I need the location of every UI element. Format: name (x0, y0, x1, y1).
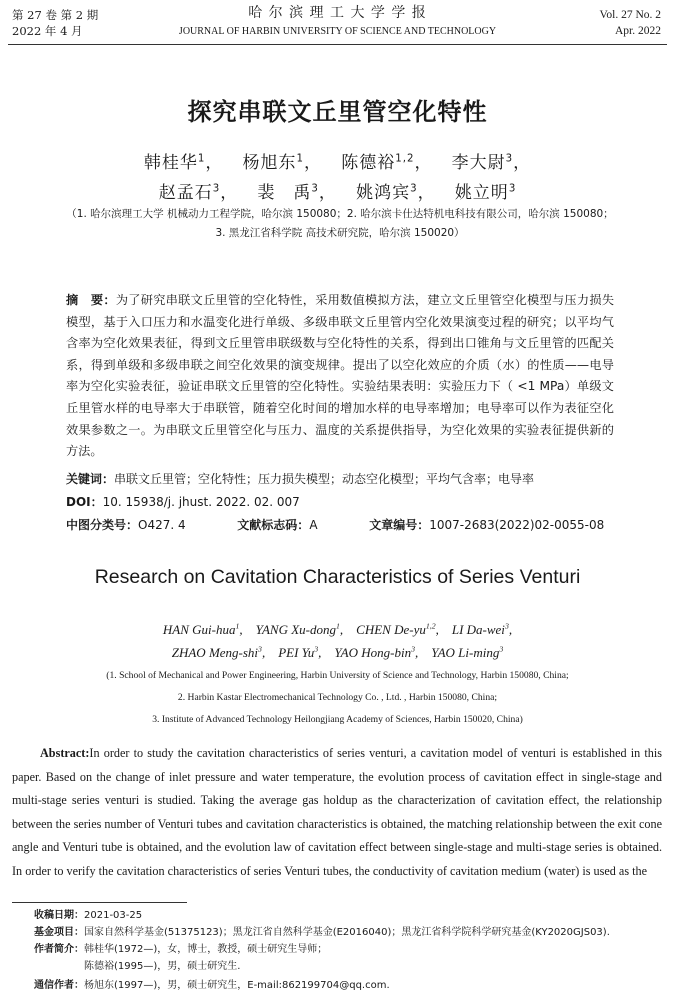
header-vol-en: Vol. 27 No. 2 (599, 9, 661, 21)
affiliation-en-line: 3. Institute of Advanced Technology Heilongjiang Academy of Sciences, Harbin 150020, China) (152, 714, 523, 725)
affiliation-en-line: 2. Harbin Kastar Electromechanical Technology Co. , Ltd. , Harbin 150080, China; (177, 692, 498, 703)
abstract-cn-label: 摘 要： (66, 293, 116, 307)
author-cn: 李大尉$^3$ (451, 153, 514, 173)
affiliation-en-line: (1. School of Mechanical and Power Engineering, Harbin University of Science and Technology, Harbin 150080, China; (106, 670, 569, 681)
author-en: PEI Yu$^3$ (278, 644, 319, 660)
paper-title-en: Research on Cavitation Characteristics of Series Venturi (94, 566, 581, 588)
doi-label: DOI： (66, 495, 103, 509)
author-en: ZHAO Meng-shi$^3$ (171, 644, 262, 660)
author-cn: 姚鸿宾$^3$ (356, 183, 418, 203)
doi-link[interactable]: 10. 15938/j. jhust. 2022. 02. 007 (102, 495, 300, 509)
abstract-cn-text: 为了研究串联文丘里管的空化特性，采用数值模拟方法，建立文丘里管空化模型与压力损失模型，基于入口压力和水温变化进行单级、多级串联文丘里管内空化效果演变过程的研究；以平均气含率为空化效果表征，得到文丘里管串联级数与空化特性的关系，得到出口锥角与文丘里管的匹配关系，得到单级和多级串联之间空化效果的演变规律。提出了以空化效应的介质（水）的性质——电导率为空化实验表征，验证串联文丘里管的空化特性。实验结果表明：实验压力下（ <1 MPa）单级文丘里管水样的电导率大于串联管，随着空化时间的增加水样的电导率增加；电导率可以作为表征空化效果参数之一。为串联文丘里管空化与压力、温度的关系提供指导，为空化效果的实验表征提供新的方法。 (66, 293, 615, 459)
author-en: YANG Xu-dong$^1$ (255, 621, 340, 637)
header-journal-en: JOURNAL OF HARBIN UNIVERSITY OF SCIENCE AND TECHNOLOGY (178, 26, 497, 37)
abstract-en (12, 742, 662, 884)
corresponding-email: 杨旭东(1997—)，男，硕士研究生，E-mail:862199704@qq.com. (84, 980, 390, 991)
author-en: YAO Li-ming$^3$ (431, 644, 504, 660)
keywords-text: 串联文丘里管；空化特性；压力损失模型；动态空化模型；平均气含率；电导率 (114, 472, 535, 486)
author-en: YAO Hong-bin$^3$ (334, 644, 415, 660)
author-cn: 赵孟石$^3$ (158, 183, 221, 203)
header-volume-issue: 第 27 卷 第 2 期 (12, 8, 99, 22)
clc-value: O427. 4 (138, 518, 186, 532)
keywords-cn (66, 470, 626, 488)
author-en: LI Da-wei$^3$ (451, 621, 509, 637)
author-cn: 姚立明$^3$ (454, 183, 517, 203)
authors-cn-line1: 韩桂华$^1$， 杨旭东$^1$， 陈德裕$^{1,2}$， 李大尉$^3$， (143, 153, 532, 173)
footnote-corresponding: 通信作者：杨旭东(1997—)，男，硕士研究生，E-mail:862199704@qq.com. (34, 980, 390, 991)
footnote-received: 收稿日期：2021-03-25 (34, 910, 143, 921)
authors-en-line2: ZHAO Meng-shi$^3$, PEI Yu$^3$, YAO Hong-bin$^3$, YAO Li-ming$^3$ (171, 644, 504, 660)
footnote-author: 作者简介：韩桂华(1972—)，女，博士，教授，硕士研究生导师； (34, 944, 328, 955)
authors-cn-line2: 赵孟石$^3$， 裴 禹$^3$， 姚鸿宾$^3$， 姚立明$^3$ (158, 183, 517, 203)
header-journal-cn: 哈 尔 滨 理 工 大 学 学 报 (248, 5, 427, 21)
author-en: HAN Gui-hua$^1$ (162, 621, 240, 637)
author-cn: 陈德裕$^{1,2}$ (341, 153, 415, 173)
footnote-author-2: 陈德裕(1995—)，男，硕士研究生. (84, 961, 241, 972)
article-no-value: 1007-2683(2022)02-0055-08 (429, 518, 605, 532)
doc-code-label: 文献标志码： (237, 518, 310, 532)
paper-title-cn: 探究串联文丘里管空化特性 (187, 98, 488, 126)
footnote-fund: 基金项目：国家自然科学基金(51375123)；黑龙江省自然科学基金(E2016040)；黑龙江省科学院科学研究基金(KY2020GJS03). (34, 927, 610, 938)
authors-en-line1: HAN Gui-hua$^1$, YANG Xu-dong$^1$, CHEN De-yu$^{1,2}$, LI Da-wei$^3$, (162, 621, 513, 637)
abstract-en-label: Abstract: (40, 746, 90, 760)
footnote-rule (12, 902, 187, 903)
keywords-label: 关键词： (66, 472, 115, 486)
article-no-label: 文章编号： (369, 518, 430, 532)
author-cn: 杨旭东$^1$ (242, 153, 305, 173)
classification-line (66, 516, 626, 534)
affiliation-cn-line2: 3. 黑龙江省科学院 高技术研究院，哈尔滨 150020） (215, 227, 465, 239)
clc-label: 中图分类号： (66, 518, 139, 532)
header-date-en: Apr. 2022 (615, 25, 661, 37)
abstract-en-text: In order to study the cavitation characteristics of series venturi, a cavitation model of venturi is established in this paper. Based on the change of inlet pressure and water temperature, the evolution process of cavitation effect in single-stage and multi-stage series venturi is studied. Taking the average gas holdup as the characterization of cavitation effect, the relationship between the series number of Venturi tubes and cavitation characteristics is obtained, the matching relationship between the exit cone angle and Venturi tube is obtained, and the evolution law of cavitation effect between single-stage and multi-stage series is obtained. In order to verify the cavitation characteristics of series Venturi tubes, the conductivity of cavitation medium (water) is used as the (12, 746, 662, 878)
header-rule (8, 44, 667, 45)
author-cn: 韩桂华$^1$ (143, 153, 206, 173)
header-date: 2022 年 4 月 (12, 24, 83, 38)
doc-code-value: A (309, 518, 318, 532)
author-cn: 裴 禹$^3$ (257, 183, 319, 203)
affiliation-cn-line1: （1. 哈尔滨理工大学 机械动力工程学院，哈尔滨 150080；2. 哈尔滨卡仕达特机电科技有限公司，哈尔滨 150080； (66, 208, 614, 220)
author-en: CHEN De-yu$^{1,2}$ (356, 621, 436, 637)
abstract-cn (66, 290, 614, 463)
doi-line (66, 493, 626, 511)
affiliations-cn (20, 205, 660, 243)
affiliations-en (0, 665, 675, 731)
